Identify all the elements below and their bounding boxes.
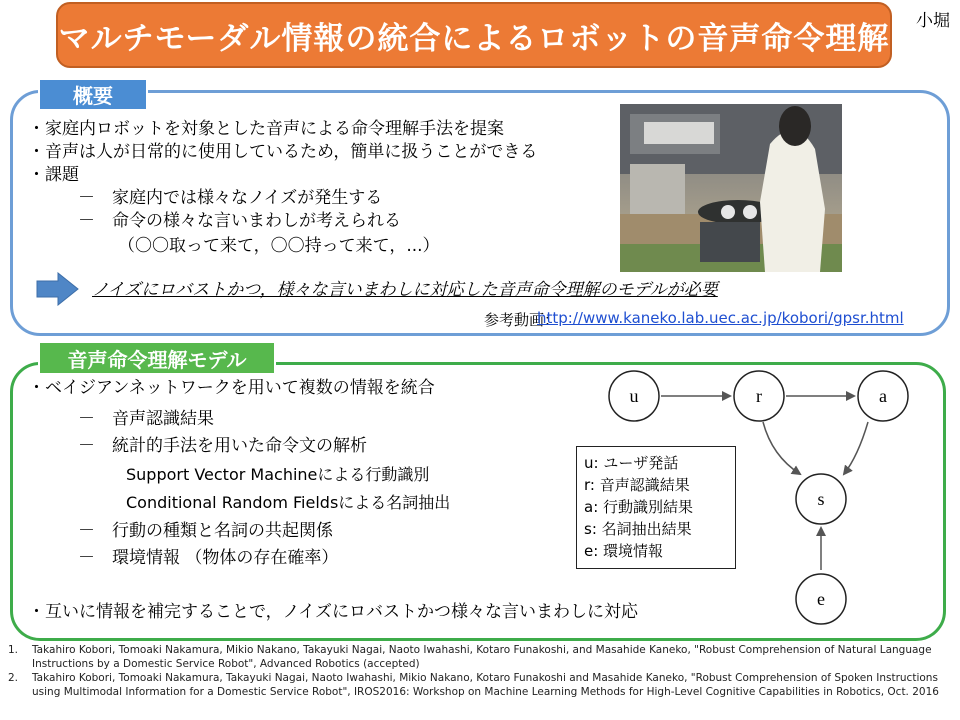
author-name: 小堀 — [916, 11, 950, 31]
overview-bullet: ・音声は人が日常的に使用しているため，簡単に扱うことができる — [28, 142, 538, 162]
legend-item: e: 環境情報 — [584, 542, 664, 560]
footnote-number: 2. — [8, 672, 19, 684]
model-item: － 環境情報 （物体の存在確率） — [78, 548, 339, 568]
footnote — [8, 643, 954, 671]
overview-sub-bullet: － 命令の様々な言いまわしが考えられる — [78, 211, 401, 231]
node-s-label: s — [817, 489, 825, 509]
model-item: － 音声認識結果 — [78, 409, 214, 429]
footnote-number: 1. — [8, 644, 19, 656]
node-u-label: u — [629, 386, 639, 406]
footnote-text: Takahiro Kobori, Tomoaki Nakamura, Mikio Nakano, Takayuki Nagai, Naoto Iwahashi, Kotaro Funakoshi, and Masahide Kaneko, "Robust Comprehension of Natural Language Instructions by a Domestic Service Robot", Advanced Robotics (accepted) — [32, 644, 932, 670]
overview-bullet: ・課題 — [28, 165, 79, 185]
footnote — [8, 671, 954, 699]
right-arrow-icon — [36, 272, 80, 306]
footnotes — [8, 643, 954, 699]
overview-tab: 概要 — [38, 78, 148, 111]
model-item: － 行動の種類と名詞の共起関係 — [78, 521, 333, 541]
model-subitem: Conditional Random Fieldsによる名詞抽出 — [126, 493, 451, 512]
model-bullet: ・ベイジアンネットワークを用いて複数の情報を統合 — [28, 378, 435, 398]
robot-demo-photo — [620, 104, 842, 272]
node-r-label: r — [756, 386, 762, 406]
model-subitem: Support Vector Machineによる行動識別 — [126, 465, 430, 484]
graph-legend — [576, 446, 736, 569]
page-title: マルチモーダル情報の統合によるロボットの音声命令理解 — [56, 2, 892, 68]
model-tab: 音声命令理解モデル — [38, 341, 276, 375]
reference-label: 参考動画： — [484, 311, 560, 329]
overview-examples: （〇〇取って来て，〇〇持って来て，...） — [118, 236, 440, 256]
node-e-label: e — [817, 589, 825, 609]
legend-item: a: 行動識別結果 — [584, 498, 694, 516]
overview-bullet: ・家庭内ロボットを対象とした音声による命令理解手法を提案 — [28, 119, 504, 139]
legend-item: u: ユーザ発話 — [584, 454, 679, 472]
legend-item: r: 音声認識結果 — [584, 476, 690, 494]
node-a-label: a — [879, 386, 887, 406]
footnote-text: Takahiro Kobori, Tomoaki Nakamura, Takayuki Nagai, Naoto Iwahashi, Mikio Nakano, Kotaro Funakoshi and Masahide Kaneko, "Robust Comprehension of Spoken Instructions using Multimodal Information for a Domestic Service Robot", IROS2016: Workshop on Machine Learning Methods for High-Level Cognitive Capabilities in Robotics, Oct. 2016 — [32, 672, 939, 698]
overview-sub-bullet: － 家庭内では様々なノイズが発生する — [78, 188, 383, 208]
legend-item: s: 名詞抽出結果 — [584, 520, 692, 538]
model-bullet: ・互いに情報を補完することで，ノイズにロバストかつ様々な言いまわしに対応 — [28, 602, 638, 622]
overview-conclusion: ノイズにロバストかつ，様々な言いまわしに対応した音声命令理解のモデルが必要 — [92, 280, 718, 300]
model-item: － 統計的手法を用いた命令文の解析 — [78, 436, 367, 456]
edge-a-s — [844, 422, 868, 474]
edge-r-s — [763, 422, 800, 474]
reference-video-link[interactable]: http://www.kaneko.lab.uec.ac.jp/kobori/gpsr.html — [537, 309, 904, 327]
